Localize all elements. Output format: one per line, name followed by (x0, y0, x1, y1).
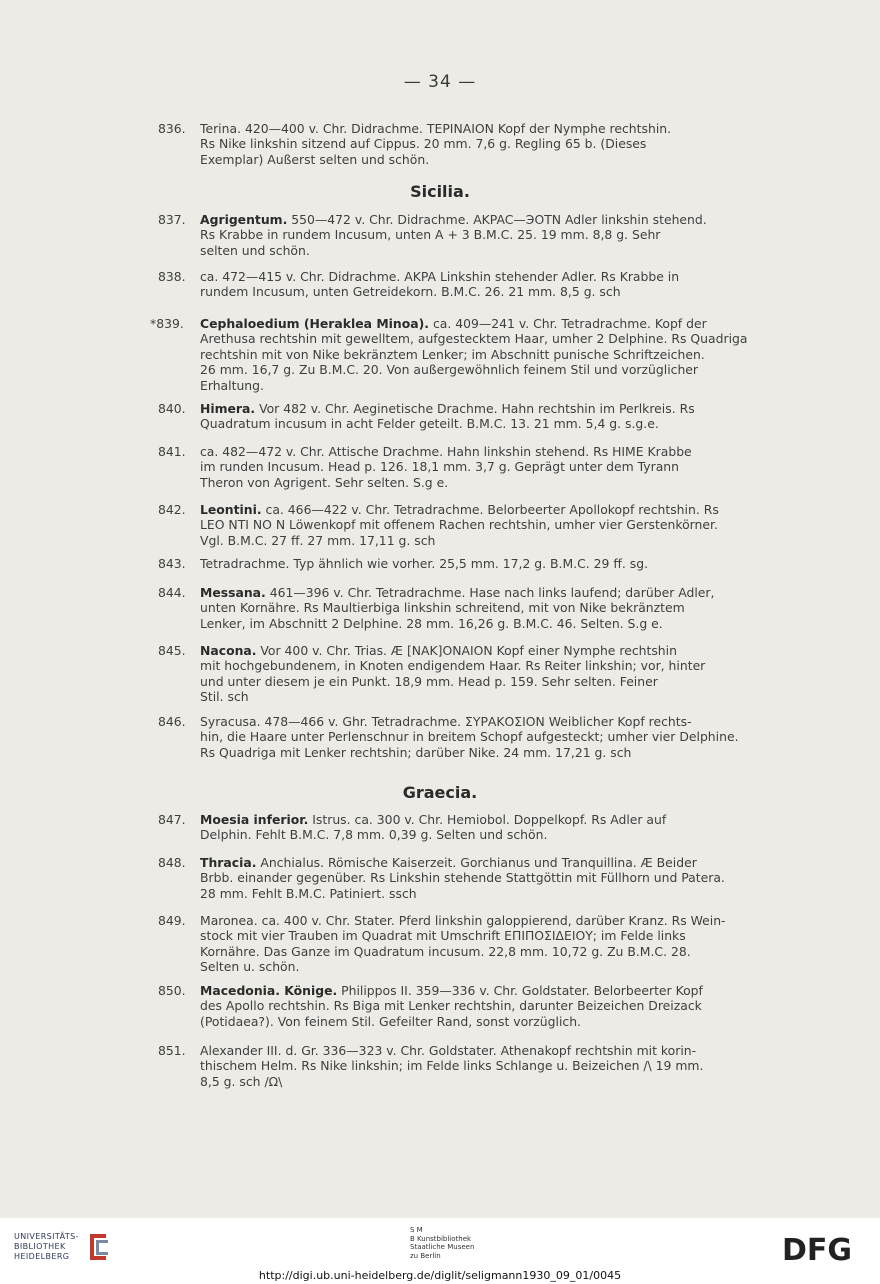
entry-line: Delphin. Fehlt B.M.C. 7,8 mm. 0,39 g. Selten und schön. (200, 827, 548, 843)
museum-stamp (410, 1226, 530, 1260)
entry-number: 842. (158, 502, 186, 517)
entry-line: Terina. 420—400 v. Chr. Didrachme. TEPINAION Kopf der Nymphe rechtshin. (200, 121, 672, 136)
entry-line: Stil. sch (200, 689, 249, 705)
entry-line: Nacona. Vor 400 v. Chr. Trias. Æ [NAK]ONAION Kopf einer Nymphe rechtshin (200, 643, 677, 658)
entry-line: und unter diesem je ein Punkt. 18,9 mm. Head p. 159. Sehr selten. Feiner (200, 673, 658, 689)
entry-line: rundem Incusum, unten Getreidekorn. B.M.C. 26. 21 mm. 8,5 g. sch (200, 284, 621, 300)
page-number: — 34 — (403, 72, 477, 92)
heidelberg-logo-icon (12, 1230, 112, 1264)
entry-line: Rs Nike linkshin sitzend auf Cippus. 20 mm. 7,6 g. Regling 65 b. (Dieses (200, 136, 647, 152)
entry-line: Alexander III. d. Gr. 336—323 v. Chr. Goldstater. Athenakopf rechtshin mit korin- (200, 1043, 697, 1058)
entry-line: Cephaloedium (Heraklea Minoa). ca. 409—241 v. Chr. Tetradrachme. Kopf der (200, 316, 707, 331)
entry-line: Leontini. ca. 466—422 v. Chr. Tetradrachme. Belorbeerter Apollokopf rechtshin. Rs (200, 502, 719, 517)
entry-heading: Nacona. (200, 643, 257, 658)
entry-line: Brbb. einander gegenüber. Rs Linkshin stehende Stattgöttin mit Füllhorn und Patera. (200, 870, 725, 886)
entry-heading: Agrigentum. (200, 212, 288, 227)
entry-number: 846. (158, 714, 186, 729)
entry-text (200, 983, 816, 1029)
entry-line: Theron von Agrigent. Sehr selten. S.g e. (200, 474, 449, 490)
entry-number: 849. (158, 913, 186, 928)
stamp-line: Staatliche Museen (410, 1243, 475, 1251)
entry-heading: Messana. (200, 585, 266, 600)
entry-text (200, 714, 816, 760)
source-url[interactable]: http://digi.ub.uni-heidelberg.de/diglit/seligmann1930_09_01/0045 (258, 1269, 622, 1282)
entry-text (200, 269, 816, 300)
entry-text (200, 212, 816, 258)
entry-line: selten und schön. (200, 242, 310, 258)
entry-heading: Macedonia. Könige. (200, 983, 338, 998)
entry-line: 8,5 g. sch /Ω\ (200, 1073, 283, 1089)
entry-text (200, 913, 816, 975)
entry-line: ca. 482—472 v. Chr. Attische Drachme. Hahn linkshin stehend. Rs HIME Krabbe (200, 444, 692, 459)
entry-line: Agrigentum. 550—472 v. Chr. Didrachme. AKPAC—ЭОTN Adler linkshin stehend. (200, 212, 707, 227)
entry-number: 836. (158, 121, 186, 136)
entry-text (200, 643, 816, 705)
entry-number: 848. (158, 855, 186, 870)
entry-heading: Himera. (200, 401, 256, 416)
entry-line: Tetradrachme. Typ ähnlich wie vorher. 25,5 mm. 17,2 g. B.M.C. 29 ff. sg. (200, 556, 649, 571)
entry-number: *839. (150, 316, 184, 331)
entry-line: Lenker, im Abschnitt 2 Delphine. 28 mm. 16,26 g. B.M.C. 46. Selten. S.g e. (200, 615, 663, 631)
entry-line: 26 mm. 16,7 g. Zu B.M.C. 20. Von außergewöhnlich feinem Stil und vorzüglicher (200, 362, 699, 378)
entry-line: unten Kornähre. Rs Maultierbiga linkshin schreitend, mit von Nike bekränztem (200, 600, 685, 616)
entry-line: Quadratum incusum in acht Felder geteilt. B.M.C. 13. 21 mm. 5,4 g. s.g.e. (200, 416, 659, 432)
entry-text (200, 1043, 816, 1089)
stamp-line: zu Berlin (410, 1251, 441, 1260)
entry-number: 850. (158, 983, 186, 998)
entry-heading: Thracia. (200, 855, 257, 870)
entry-number: 840. (158, 401, 186, 416)
entry-heading: Moesia inferior. (200, 812, 309, 827)
entry-text (200, 121, 816, 167)
entry-number: 847. (158, 812, 186, 827)
stamp-line: B Kunstbibliothek (410, 1234, 472, 1243)
entry-line: Arethusa rechtshin mit gewelltem, aufgestecktem Haar, umher 2 Delphine. Rs Quadriga (200, 331, 748, 347)
entry-line: Syracusa. 478—466 v. Ghr. Tetradrachme. ΣΥΡΑΚΟΣΙΟΝ Weiblicher Kopf rechts- (200, 714, 692, 729)
entry-text (200, 585, 816, 631)
entry-text (200, 502, 816, 548)
entry-line: thischem Helm. Rs Nike linkshin; im Felde links Schlange u. Beizeichen /\ 19 mm. (200, 1058, 704, 1074)
entry-text (200, 556, 816, 571)
entry-number: 841. (158, 444, 186, 459)
entry-line: Maronea. ca. 400 v. Chr. Stater. Pferd linkshin galoppierend, darüber Kranz. Rs Wein- (200, 913, 726, 928)
entry-line: 28 mm. Fehlt B.M.C. Patiniert. ssch (200, 885, 417, 901)
library-name-line: BIBLIOTHEK (14, 1242, 66, 1251)
entry-line: Himera. Vor 482 v. Chr. Aeginetische Drachme. Hahn rechtshin im Perlkreis. Rs (200, 401, 695, 416)
entry-line: Macedonia. Könige. Philippos II. 359—336 v. Chr. Goldstater. Belorbeerter Kopf (200, 983, 703, 998)
library-name-line: HEIDELBERG (14, 1252, 70, 1261)
dfg-logo-text: DFG (782, 1234, 853, 1264)
entry-number: 837. (158, 212, 186, 227)
entry-line: des Apollo rechtshin. Rs Biga mit Lenker rechtshin, darunter Beizeichen Dreizack (200, 998, 702, 1014)
entry-line: Exemplar) Außerst selten und schön. (200, 151, 430, 167)
entry-text (200, 812, 816, 843)
entry-line: Thracia. Anchialus. Römische Kaiserzeit. Gorchianus und Tranquillina. Æ Beider (200, 855, 697, 870)
section-title-sicilia: Sicilia. (410, 182, 470, 201)
entry-heading: Cephaloedium (Heraklea Minoa). (200, 316, 429, 331)
entry-line: stock mit vier Trauben im Quadrat mit Umschrift ΕΠΙΠΟΣΙΔΕΙΟΥ; im Felde links (200, 928, 686, 944)
entry-line: Selten u. schön. (200, 959, 300, 975)
entry-line: (Potidaea?). Von feinem Stil. Gefeilter Rand, sonst vorzüglich. (200, 1013, 581, 1029)
entry-line: rechtshin mit von Nike bekränztem Lenker; im Abschnitt punische Schriftzeichen. (200, 346, 705, 362)
entry-text (200, 316, 816, 393)
dfg-logo (782, 1234, 870, 1264)
entry-line: mit hochgebundenem, in Knoten endigendem Haar. Rs Reiter linkshin; vor, hinter (200, 658, 706, 674)
entry-line: Vgl. B.M.C. 27 ff. 27 mm. 17,11 g. sch (200, 532, 436, 548)
entry-line: LEO NTI NO N Löwenkopf mit offenem Rachen rechtshin, umher vier Gerstenkörner. (200, 517, 718, 533)
library-name-line: UNIVERSITÄTS- (14, 1232, 79, 1241)
entry-line: Rs Quadriga mit Lenker rechtshin; darüber Nike. 24 mm. 17,21 g. sch (200, 744, 632, 760)
stamp-line: S M (410, 1226, 423, 1234)
entry-line: Messana. 461—396 v. Chr. Tetradrachme. Hase nach links laufend; darüber Adler, (200, 585, 715, 600)
entry-heading: Leontini. (200, 502, 262, 517)
entry-line: Kornähre. Das Ganze im Quadratum incusum. 22,8 mm. 10,72 g. Zu B.M.C. 28. (200, 943, 691, 959)
section-title-graecia: Graecia. (402, 783, 478, 802)
entry-line: Rs Krabbe in rundem Incusum, unten A + 3 B.M.C. 25. 19 mm. 8,8 g. Sehr (200, 227, 661, 243)
entry-text (200, 444, 816, 490)
entry-number: 844. (158, 585, 186, 600)
footer-bar (0, 1218, 880, 1284)
entry-line: ca. 472—415 v. Chr. Didrachme. AKPA Linkshin stehender Adler. Rs Krabbe in (200, 269, 680, 284)
catalog-entry (158, 121, 818, 169)
entry-line: im runden Incusum. Head p. 126. 18,1 mm. 3,7 g. Geprägt unter dem Tyrann (200, 459, 680, 475)
entry-number: 845. (158, 643, 186, 658)
entry-line: Moesia inferior. Istrus. ca. 300 v. Chr. Hemiobol. Doppelkopf. Rs Adler auf (200, 812, 667, 827)
entry-line: hin, die Haare unter Perlenschnur in breitem Schopf aufgesteckt; umher vier Delphine. (200, 729, 739, 745)
entry-text (200, 401, 816, 432)
entry-line: Erhaltung. (200, 377, 264, 393)
entry-number: 838. (158, 269, 186, 284)
entry-number: 843. (158, 556, 186, 571)
entry-text (200, 855, 816, 901)
entry-number: 851. (158, 1043, 186, 1058)
